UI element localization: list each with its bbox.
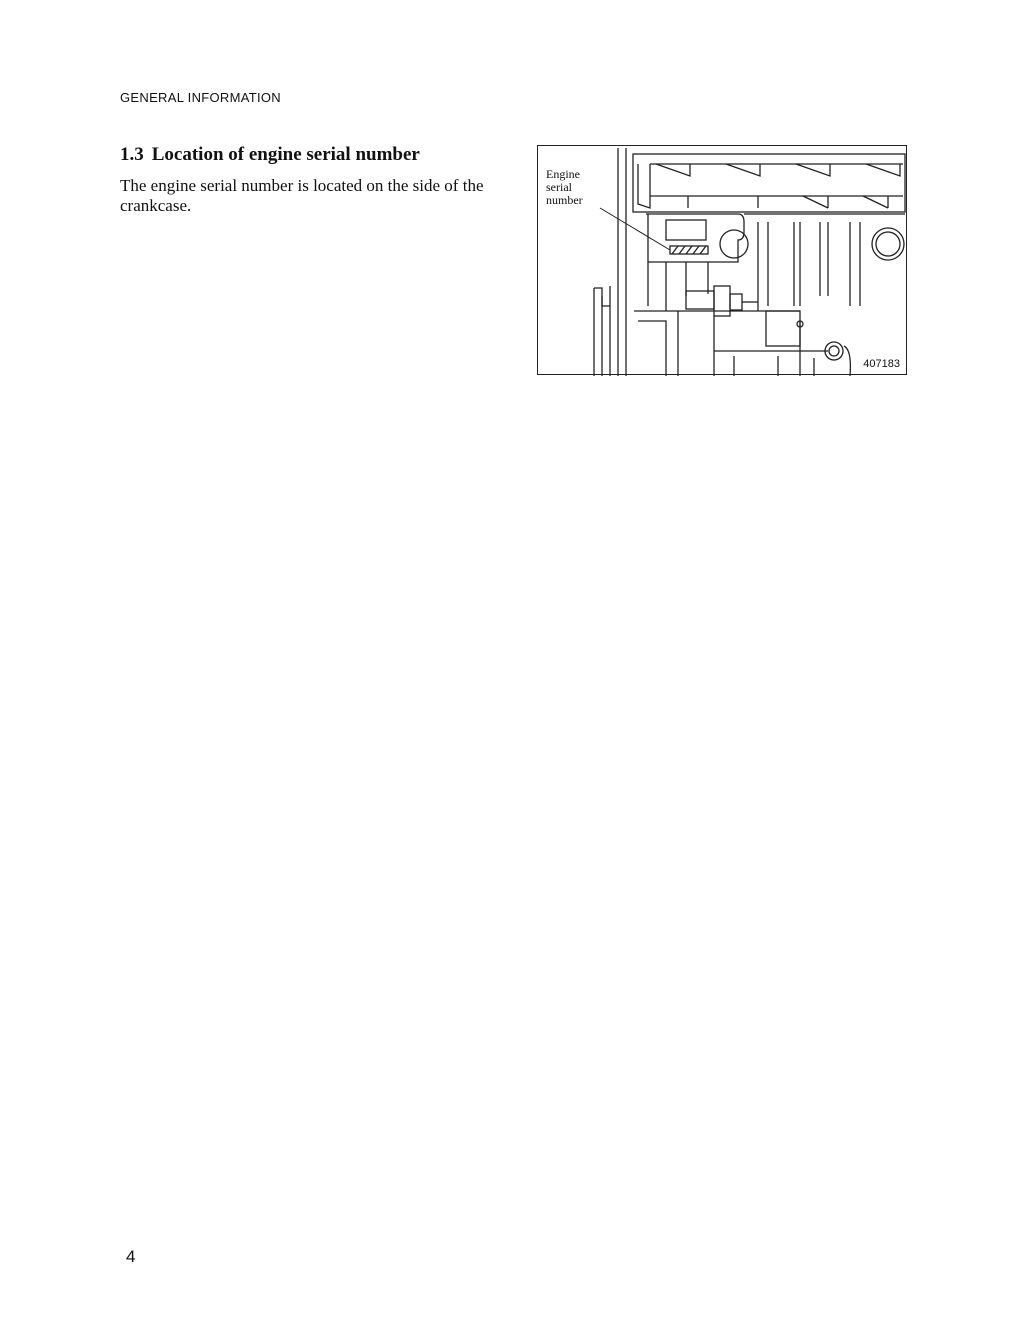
callout-line-2: serial	[546, 180, 572, 194]
section-title	[120, 144, 420, 166]
page-number: 4	[126, 1247, 136, 1266]
section-number: 1.3	[120, 144, 144, 165]
section-body-text: The engine serial number is located on the side of the crankcase.	[120, 176, 484, 215]
callout-line-3: number	[546, 193, 583, 207]
section-heading: Location of engine serial number	[151, 144, 420, 165]
running-header: GENERAL INFORMATION	[120, 90, 281, 105]
figure-id: 407183	[863, 358, 900, 370]
engine-figure	[537, 145, 907, 375]
callout-line-1: Engine	[546, 167, 580, 181]
engine-drawing	[538, 146, 908, 376]
figure-callout	[546, 168, 583, 207]
